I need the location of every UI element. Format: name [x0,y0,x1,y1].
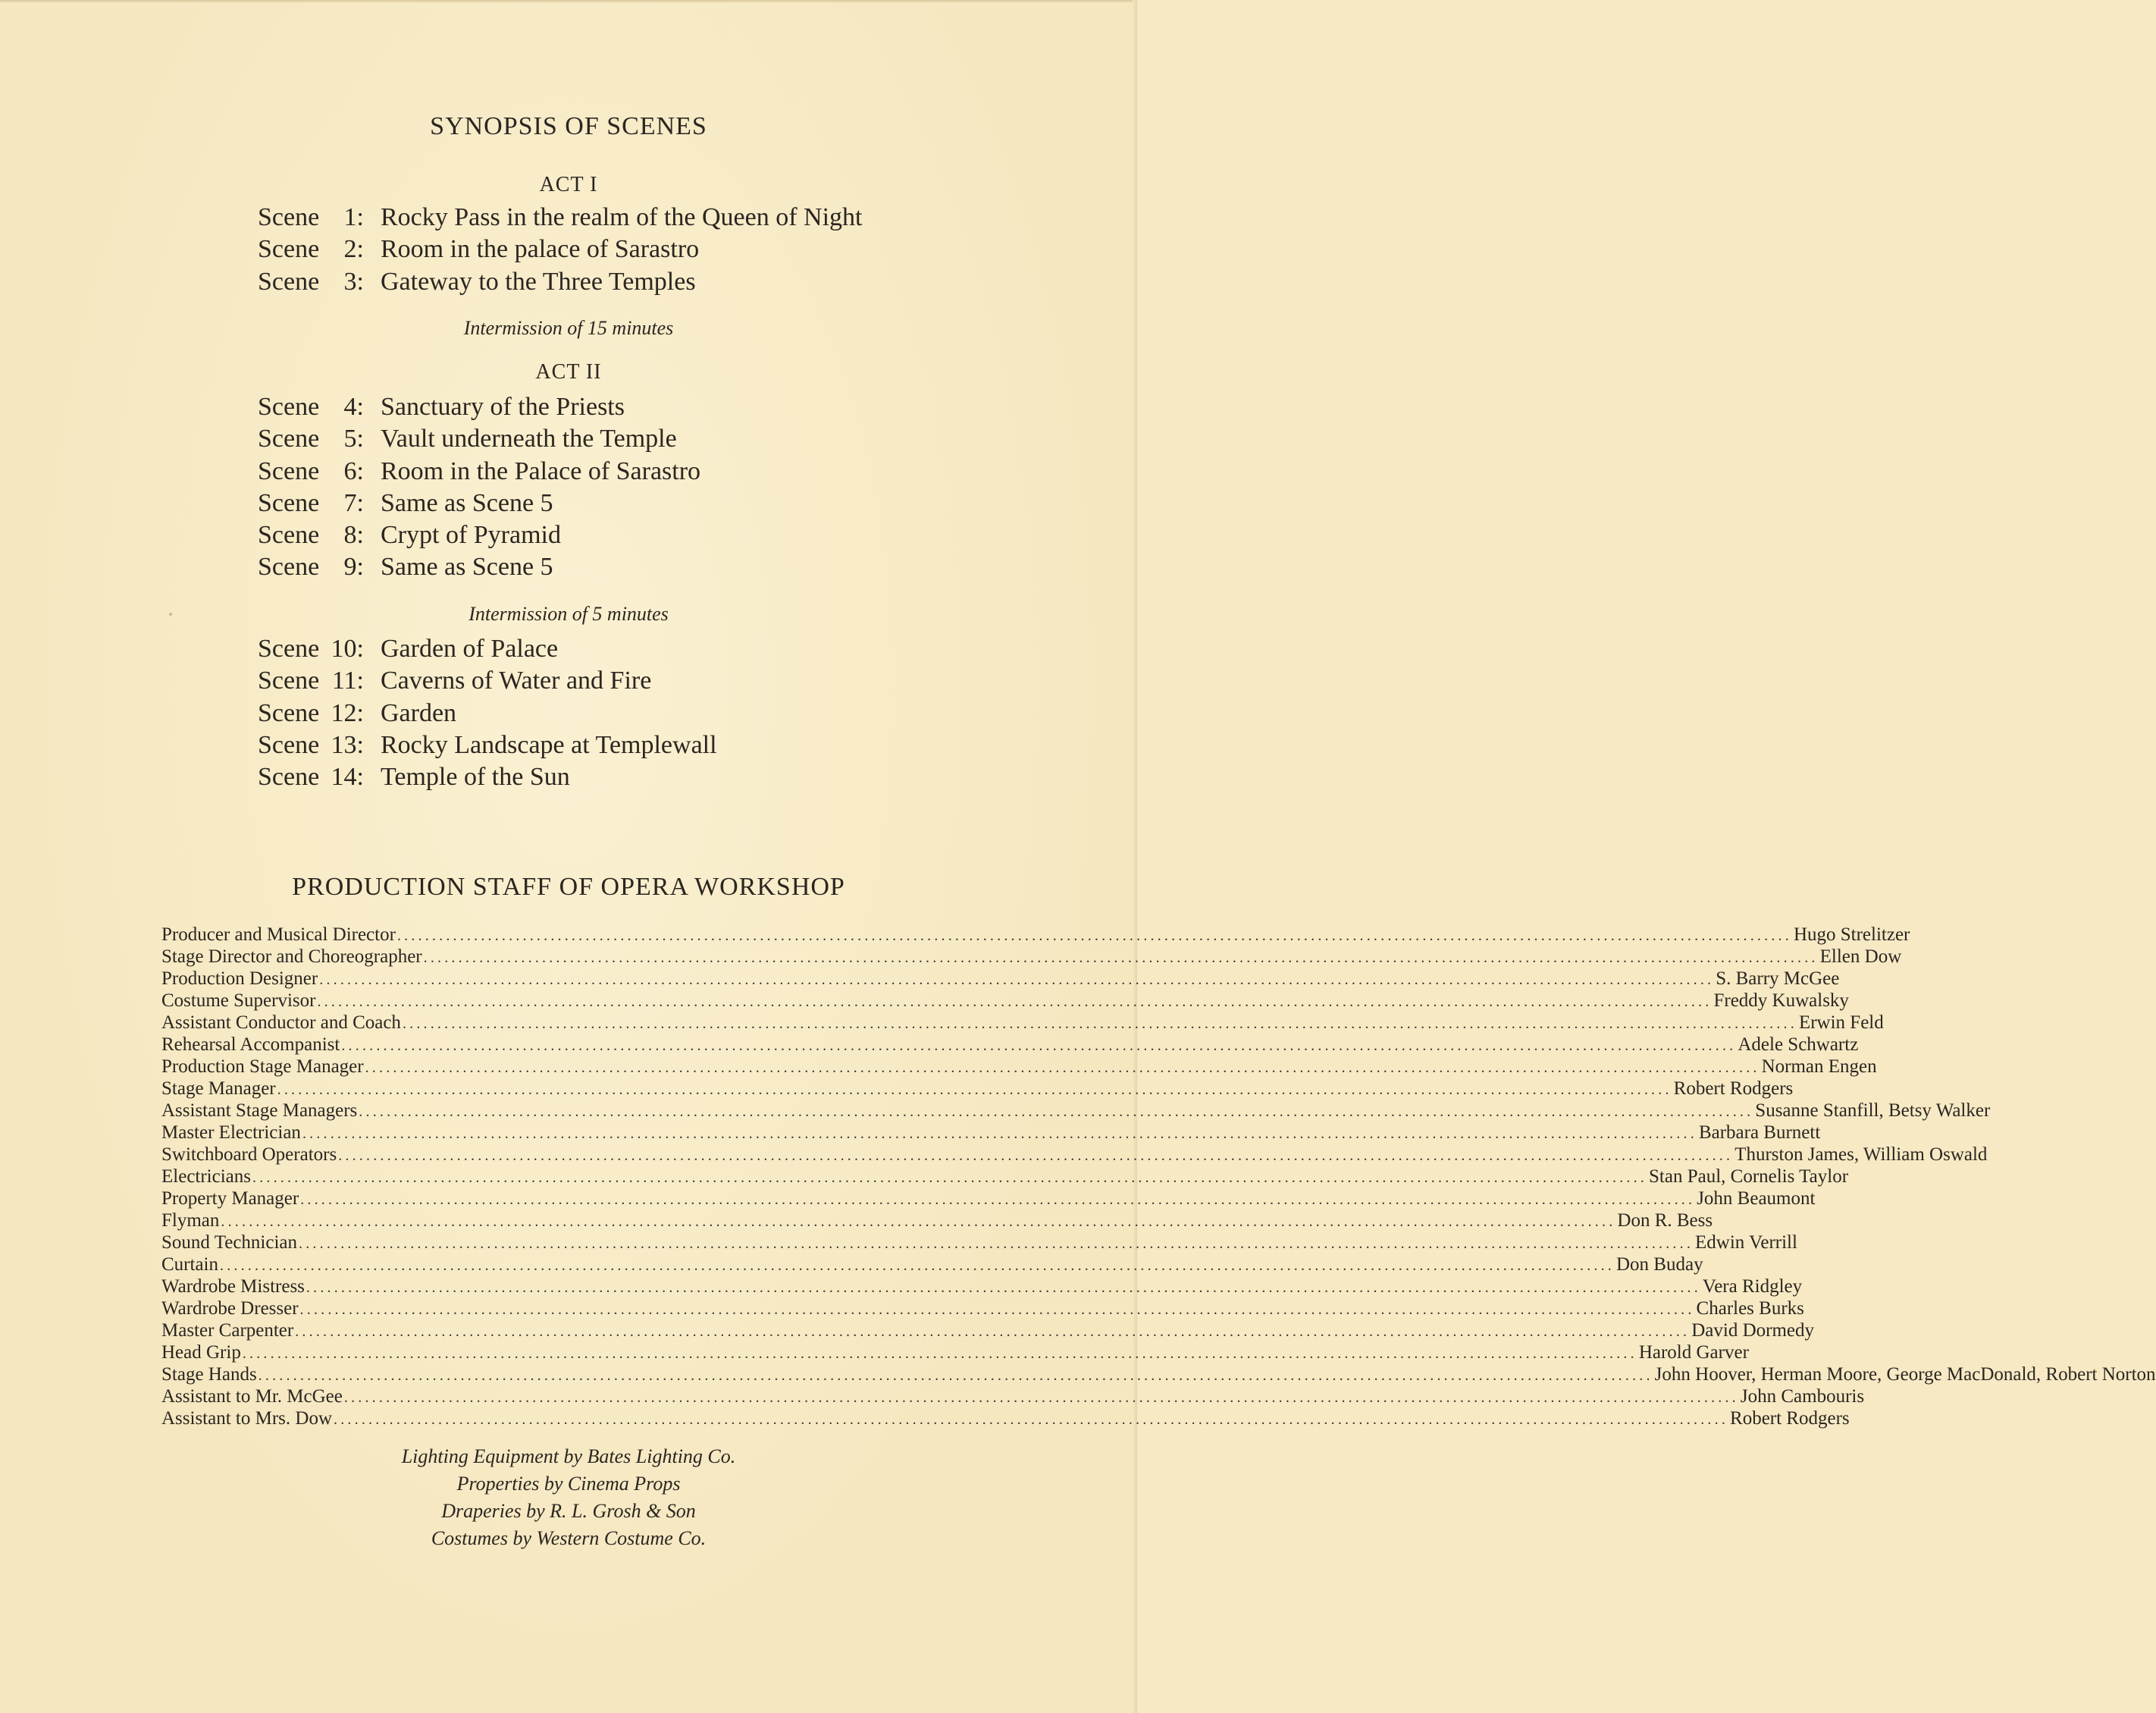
scene-word: Scene [258,635,320,663]
staff-name: Robert Rodgers [1730,1408,1850,1429]
scene-number: 2: [343,235,364,264]
staff-role: Assistant to Mr. McGee [161,1386,343,1407]
scene-number: 13: [331,730,364,759]
dot-leader: ........................................................................................................................................................................................................ [295,1323,1691,1340]
scene-number: 6: [343,456,364,485]
scene-word: Scene [258,553,320,582]
credit-line: Lighting Equipment by Bates Lighting Co. [401,1445,736,1467]
staff-name: Harold Garver [1638,1342,1749,1363]
scene-description: Garden of Palace [381,635,559,663]
scene-row [258,667,1016,698]
scene-row [258,393,1016,425]
staff-title: PRODUCTION STAFF OF OPERA WORKSHOP [292,873,845,901]
scene-number: 5: [343,425,364,453]
staff-row [161,1166,1849,1187]
staff-row [161,946,1902,968]
staff-row [161,1253,1703,1275]
staff-row [161,1231,1797,1253]
staff-name: Don R. Bess [1617,1210,1713,1231]
scene-row [258,521,1016,553]
staff-row [161,1144,1988,1166]
staff-name: Ellen Dow [1819,946,1902,967]
dot-leader: ........................................................................................................................................................................................................ [306,1279,1701,1296]
staff-name: John Cambouris [1740,1386,1865,1407]
dot-leader: ........................................................................................................................................................................................................ [343,1389,1739,1406]
staff-row [161,1034,1859,1056]
scene-word: Scene [258,203,320,231]
staff-name: Don Buday [1616,1254,1703,1275]
scene-description: Same as Scene 5 [381,488,553,517]
staff-name: Thurston James, William Oswald [1735,1144,1988,1165]
scene-description: Same as Scene 5 [381,553,553,582]
dot-leader: ........................................................................................................................................................................................................ [299,1235,1694,1252]
scene-row [258,635,1016,667]
staff-role: Producer and Musical Director [161,924,396,945]
dot-leader: ........................................................................................................................................................................................................ [396,927,1792,944]
staff-row [161,968,1840,990]
dot-leader: ........................................................................................................................................................................................................ [258,1367,1653,1384]
staff-role: Stage Director and Choreographer [161,946,422,967]
staff-name: Vera Ridgley [1702,1276,1803,1297]
scene-description: Room in the palace of Sarastro [381,235,700,264]
scene-number: 9: [343,553,364,582]
staff-name: David Dormedy [1691,1320,1815,1341]
staff-role: Head Grip [161,1342,241,1363]
scene-word: Scene [258,730,320,759]
staff-row [161,1297,1804,1319]
scene-word: Scene [258,425,320,453]
staff-role: Rehearsal Accompanist [161,1034,340,1055]
dot-leader: ........................................................................................................................................................................................................ [319,971,1715,988]
act-2-scene-list-a [258,393,1016,585]
intermission-2: Intermission of 5 minutes [468,603,669,625]
staff-role: Wardrobe Mistress [161,1276,305,1297]
scene-description: Garden [381,698,457,727]
staff-row [161,1363,2156,1385]
intermission-1: Intermission of 15 minutes [463,317,674,339]
staff-name: John Beaumont [1697,1188,1816,1209]
credit-line: Properties by Cinema Props [456,1473,681,1495]
scene-description: Gateway to the Three Temples [381,267,696,296]
staff-role: Assistant Conductor and Coach [161,1012,401,1033]
scene-row [258,489,1016,521]
staff-role: Stage Hands [161,1364,257,1385]
staff-name: Freddy Kuwalsky [1713,990,1849,1011]
scene-description: Room in the Palace of Sarastro [381,456,701,485]
act-1-scene-list [258,203,1016,300]
staff-role: Wardrobe Dresser [161,1298,299,1319]
staff-row [161,1275,1803,1297]
staff-list [161,924,2156,1429]
dot-leader: ........................................................................................................................................................................................................ [317,993,1713,1010]
scene-description: Temple of the Sun [381,763,570,792]
staff-row [161,1078,1794,1100]
staff-role: Master Carpenter [161,1320,294,1341]
staff-name: Hugo Strelitzer [1793,924,1910,945]
dot-leader: ........................................................................................................................................................................................................ [299,1301,1695,1318]
staff-row [161,1056,1877,1078]
scene-number: 11: [331,667,364,695]
synopsis-title: SYNOPSIS OF SCENES [430,112,707,140]
scene-word: Scene [258,667,320,695]
dot-leader: ........................................................................................................................................................................................................ [277,1081,1672,1098]
staff-row [161,990,1849,1012]
staff-role: Assistant Stage Managers [161,1100,358,1121]
dot-leader: ........................................................................................................................................................................................................ [220,1257,1615,1274]
scene-word: Scene [258,521,320,550]
scene-number: 10: [331,635,364,663]
staff-row [161,1209,1713,1231]
scene-row [258,203,1016,235]
scene-row [258,457,1016,489]
staff-row [161,1385,1865,1407]
staff-role: Production Stage Manager [161,1056,364,1077]
scene-word: Scene [258,698,320,727]
scene-number: 8: [343,521,364,550]
dot-leader: ........................................................................................................................................................................................................ [252,1169,1647,1186]
staff-row [161,1100,1991,1122]
staff-name: John Hoover, Herman Moore, George MacDonald, Robert Norton [1654,1364,2156,1385]
staff-row [161,924,1910,946]
scene-word: Scene [258,488,320,517]
act-2-scene-list-b [258,635,1016,795]
staff-row [161,1122,1821,1144]
scene-description: Vault underneath the Temple [381,425,677,453]
staff-role: Curtain [161,1254,218,1275]
scene-description: Rocky Pass in the realm of the Queen of Night [381,203,863,231]
scene-number: 14: [331,763,364,792]
staff-name: Stan Paul, Cornelis Taylor [1649,1166,1849,1187]
dot-leader: ........................................................................................................................................................................................................ [300,1191,1696,1208]
scene-number: 7: [343,488,364,517]
scene-word: Scene [258,763,320,792]
staff-row [161,1319,1815,1341]
dot-leader: ........................................................................................................................................................................................................ [338,1147,1734,1164]
scene-number: 4: [343,393,364,421]
staff-role: Master Electrician [161,1122,301,1143]
dot-leader: ........................................................................................................................................................................................................ [334,1411,1729,1428]
scene-number: 12: [331,698,364,727]
scene-word: Scene [258,235,320,264]
act-2-label: ACT II [535,360,602,384]
staff-row [161,1012,1884,1034]
dot-leader: ........................................................................................................................................................................................................ [341,1037,1737,1054]
staff-role: Sound Technician [161,1232,298,1253]
dot-leader: ........................................................................................................................................................................................................ [402,1015,1797,1032]
dot-leader: ........................................................................................................................................................................................................ [359,1103,1754,1120]
scene-row [258,268,1016,300]
staff-name: Adele Schwartz [1738,1034,1859,1055]
staff-role: Flyman [161,1210,220,1231]
staff-name: Edwin Verrill [1695,1232,1797,1253]
staff-name: S. Barry McGee [1716,968,1840,989]
scene-row [258,699,1016,731]
staff-role: Costume Supervisor [161,990,316,1011]
scene-number: 1: [343,203,364,231]
paper-top-edge [0,0,1137,3]
scene-word: Scene [258,456,320,485]
staff-name: Erwin Feld [1798,1012,1884,1033]
dot-leader: ........................................................................................................................................................................................................ [242,1345,1637,1362]
dot-leader: ........................................................................................................................................................................................................ [302,1125,1697,1142]
credits-block [0,1443,1137,1552]
scene-word: Scene [258,393,320,421]
dot-leader: ........................................................................................................................................................................................................ [221,1213,1616,1230]
staff-role: Electricians [161,1166,251,1187]
staff-row [161,1341,1749,1363]
scene-description: Rocky Landscape at Templewall [381,730,717,759]
staff-name: Barbara Burnett [1698,1122,1821,1143]
staff-row [161,1187,1816,1209]
credit-line: Costumes by Western Costume Co. [431,1527,707,1549]
scene-row [258,553,1016,585]
scene-description: Sanctuary of the Priests [381,393,625,421]
scene-row [258,731,1016,763]
scene-description: Caverns of Water and Fire [381,667,652,695]
staff-row [161,1407,1850,1429]
scene-row [258,763,1016,795]
credit-line: Draperies by R. L. Grosh & Son [441,1500,696,1522]
scene-description: Crypt of Pyramid [381,521,561,550]
scene-row [258,235,1016,267]
staff-name: Norman Engen [1761,1056,1877,1077]
scene-number: 3: [343,267,364,296]
staff-role: Switchboard Operators [161,1144,337,1165]
dot-leader: ........................................................................................................................................................................................................ [423,949,1819,966]
dot-leader: ........................................................................................................................................................................................................ [365,1059,1760,1076]
staff-name: Robert Rodgers [1673,1078,1794,1099]
staff-role: Assistant to Mrs. Dow [161,1408,333,1429]
staff-name: Charles Burks [1696,1298,1804,1319]
staff-role: Production Designer [161,968,318,989]
staff-name: Susanne Stanfill, Betsy Walker [1755,1100,1991,1121]
scene-word: Scene [258,267,320,296]
staff-role: Stage Manager [161,1078,276,1099]
act-1-label: ACT I [539,173,598,196]
scene-row [258,425,1016,456]
staff-role: Property Manager [161,1188,299,1209]
